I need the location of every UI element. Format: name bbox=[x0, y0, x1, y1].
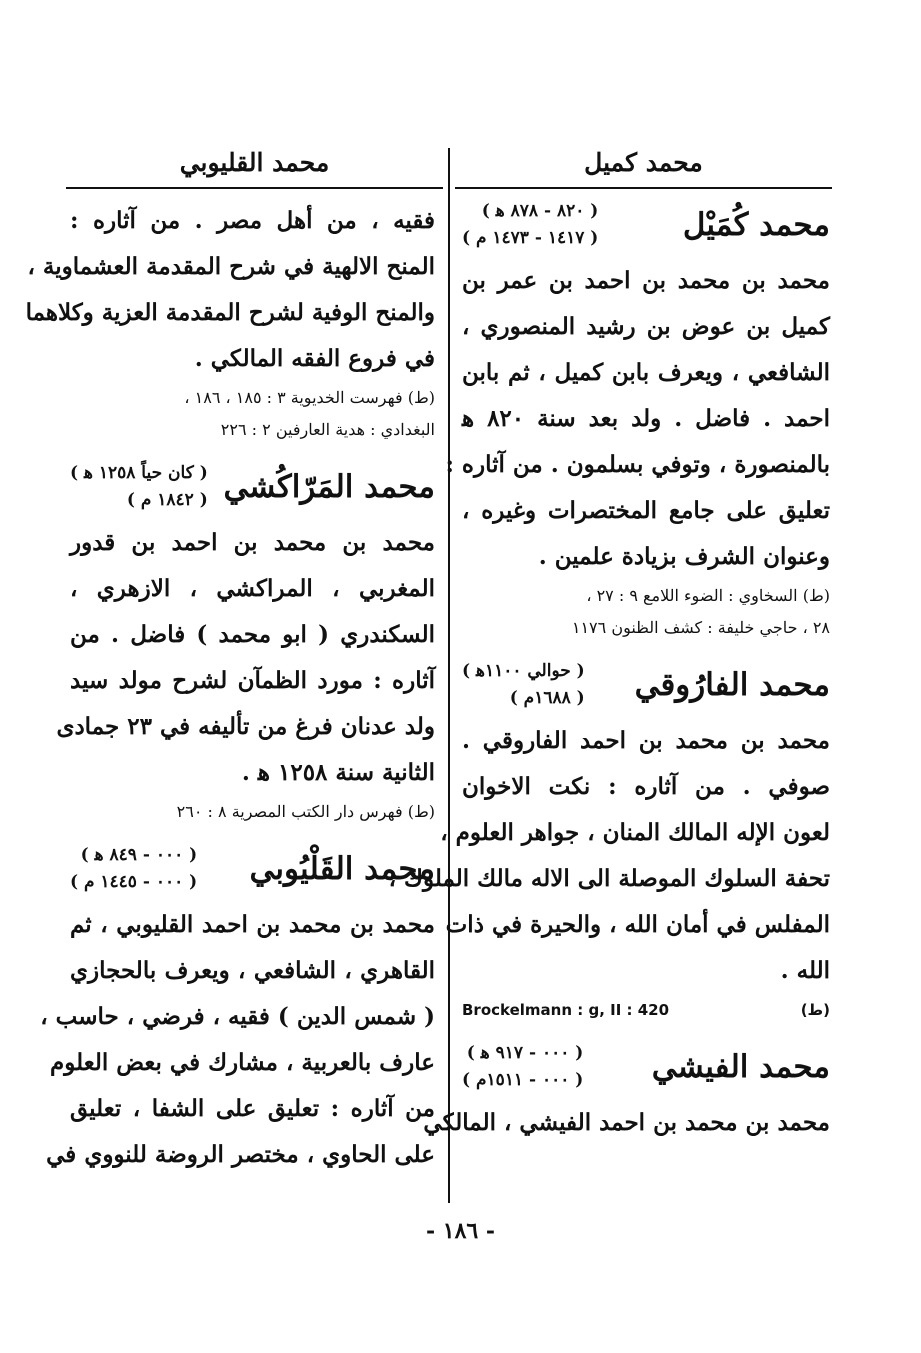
reference-line: ٢٨ ، حاجي خليفة : كشف الظنون ١١٧٦ bbox=[571, 618, 830, 637]
spacer bbox=[70, 446, 435, 460]
entry-faruqi bbox=[388, 658, 830, 1026]
body-line: الثانية سنة ١٢٥٨ ﻫ . bbox=[241, 759, 435, 786]
body-line: احمد . فاضل . ولد بعد سنة ٨٢٠ ﻫ bbox=[462, 405, 830, 432]
body-line: صوفي . من آثاره : نكت الاخوان bbox=[462, 773, 830, 800]
entry-name: محمد المَرّاكُشي bbox=[223, 469, 435, 505]
body-line: محمد بن محمد بن احمد الفاروقي . bbox=[462, 727, 830, 754]
entry-marrakushi bbox=[56, 460, 435, 828]
body-line: في فروع الفقه المالكي . bbox=[194, 345, 435, 372]
hijri-dates: ( حوالي ١١٠٠ﻫ ) bbox=[462, 661, 585, 681]
hijri-dates: ( ٠٠٠ - ٩١٧ ﻫ ) bbox=[466, 1043, 584, 1063]
body-line: ولد عدنان فرغ من تأليفه في ٢٣ جمادى bbox=[56, 713, 435, 740]
header-rule-right bbox=[455, 187, 832, 189]
gregorian-dates: ( ٠٠٠ - ١٥١١م ) bbox=[462, 1070, 584, 1090]
reference-line: (ط) فهرست الخديوية ٣ : ١٨٥ ، ١٨٦ ، bbox=[184, 388, 435, 407]
body-line: والمنح الوفية لشرح المقدمة العزية وكلاهما bbox=[25, 299, 435, 326]
body-line: المنح الالهية في شرح المقدمة العشماوية ، bbox=[27, 253, 435, 280]
right-column bbox=[388, 198, 830, 1146]
body-line: محمد بن محمد بن احمد بن عمر بن bbox=[462, 267, 830, 294]
reference-marker: (ط) bbox=[800, 1001, 830, 1019]
body-line: فقيه ، من أهل مصر . من آثاره : bbox=[70, 207, 435, 234]
entry-dates bbox=[70, 842, 197, 896]
body-line: من آثاره : تعليق على الشفا ، تعليق bbox=[70, 1095, 435, 1122]
entry-dates bbox=[462, 1040, 583, 1094]
entry-name: محمد القَلْيُوبي bbox=[249, 851, 435, 887]
spacer bbox=[462, 1026, 830, 1040]
hijri-dates: ( ٨٢٠ - ٨٧٨ ﻫ ) bbox=[481, 201, 599, 221]
body-line: محمد بن محمد بن احمد الفيشي ، المالكي bbox=[423, 1109, 830, 1136]
body-line: عارف بالعربية ، مشارك في بعض العلوم bbox=[49, 1049, 435, 1076]
entry-dates bbox=[70, 460, 208, 514]
entry-fishi bbox=[423, 1040, 830, 1146]
reference-line bbox=[462, 994, 830, 1026]
entry-heading bbox=[462, 198, 830, 252]
left-column bbox=[25, 198, 435, 1178]
spacer bbox=[70, 828, 435, 842]
body-line: آثاره : مورد الظمآن لشرح مولد سيد bbox=[70, 667, 435, 694]
entry-name: محمد الفيشي bbox=[651, 1049, 830, 1085]
body-line: السكندري ( ابو محمد ) فاضل . من bbox=[70, 621, 435, 648]
reference-line: (ط) فهرس دار الكتب المصرية ٨ : ٢٦٠ bbox=[176, 802, 435, 821]
body-line: المفلس في أمان الله ، والحيرة في ذات bbox=[445, 911, 830, 938]
body-line: تحفة السلوك الموصلة الى الاله مالك الملوك ، bbox=[388, 865, 830, 892]
body-line: المغربي ، المراكشي ، الازهري ، bbox=[70, 575, 435, 602]
hijri-dates: ( ٠٠٠ - ٨٤٩ ﻫ ) bbox=[80, 845, 198, 865]
body-line: القاهري ، الشافعي ، ويعرف بالحجازي bbox=[70, 957, 435, 984]
body-line: الشافعي ، ويعرف بابن كميل ، ثم بابن bbox=[462, 359, 830, 386]
gregorian-dates: ( ٠٠٠ - ١٤٤٥ م ) bbox=[70, 872, 198, 892]
body-line: ( شمس الدين ) فقيه ، فرضي ، حاسب ، bbox=[40, 1003, 435, 1030]
body-line: تعليق على جامع المختصرات وغيره ، bbox=[462, 497, 830, 524]
entry-dates bbox=[462, 658, 585, 712]
running-header-right: محمد كميل bbox=[584, 148, 703, 177]
body-line: محمد بن محمد بن احمد القليوبي ، ثم bbox=[70, 911, 435, 938]
entry-qalyubi bbox=[40, 842, 435, 1178]
header-rule-left bbox=[66, 187, 443, 189]
entry-continuation bbox=[25, 198, 435, 446]
reference-line: البغدادي : هدية العارفين ٢ : ٢٢٦ bbox=[220, 420, 435, 439]
gregorian-dates: ( ١٨٤٢ م ) bbox=[126, 490, 208, 510]
entry-name: محمد كُمَيْل bbox=[682, 207, 830, 243]
gregorian-dates: ( ١٤١٧ - ١٤٧٣ م ) bbox=[462, 228, 599, 248]
body-line: كميل بن عوض بن رشيد المنصوري ، bbox=[462, 313, 830, 340]
entry-kumayl bbox=[445, 198, 830, 644]
entry-heading bbox=[462, 1040, 830, 1094]
hijri-dates: ( كان حياً ١٢٥٨ ﻫ ) bbox=[70, 463, 208, 483]
body-line: بالمنصورة ، وتوفي بسلمون . من آثاره : bbox=[445, 451, 830, 478]
entry-name: محمد الفارُوقي bbox=[634, 667, 830, 703]
entry-heading bbox=[70, 460, 435, 514]
body-line: وعنوان الشرف بزيادة علمين . bbox=[538, 543, 830, 570]
running-header-left: محمد القليوبي bbox=[179, 148, 330, 177]
entry-dates bbox=[462, 198, 598, 252]
entry-heading bbox=[70, 842, 435, 896]
spacer bbox=[462, 644, 830, 658]
body-line: لعون الإله المالك المنان ، جواهر العلوم ، bbox=[440, 819, 830, 846]
reference-line: (ط) السخاوي : الضوء اللامع ٩ : ٢٧ ، bbox=[586, 586, 830, 605]
body-line: الله . bbox=[780, 957, 830, 984]
body-line: على الحاوي ، مختصر الروضة للنووي في bbox=[46, 1141, 435, 1168]
column-divider bbox=[448, 148, 450, 1203]
gregorian-dates: ( ١٦٨٨م ) bbox=[509, 688, 585, 708]
page-number: - ١٨٦ - bbox=[425, 1218, 496, 1244]
entry-heading bbox=[462, 658, 830, 712]
reference-source: Brockelmann : g, II : 420 bbox=[462, 1001, 670, 1019]
body-line: محمد بن محمد بن احمد بن قدور bbox=[70, 529, 435, 556]
